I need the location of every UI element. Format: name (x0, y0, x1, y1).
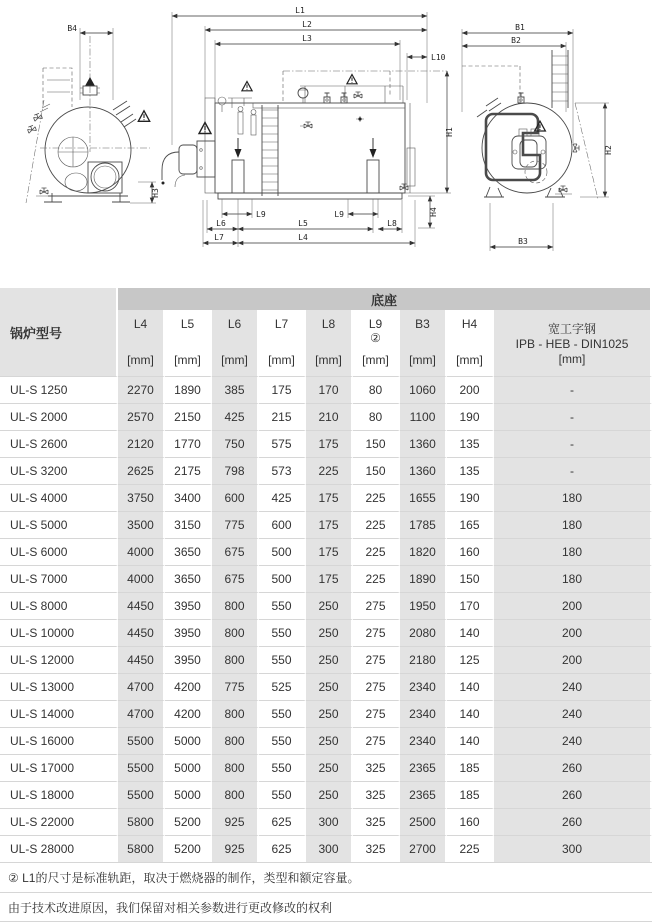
value-cell: 250 (306, 592, 353, 619)
table-row (0, 565, 652, 592)
value-cell: 3950 (165, 619, 212, 646)
value-cell: 175 (306, 430, 353, 457)
dim-label-l2: L2 (302, 20, 312, 29)
dim-label-h2: H2 (604, 145, 613, 155)
value-cell: 5500 (118, 727, 165, 754)
value-cell: 240 (494, 673, 652, 700)
value-cell: 140 (447, 727, 494, 754)
value-cell: 525 (259, 673, 306, 700)
value-cell: 675 (212, 565, 259, 592)
value-cell: 160 (447, 808, 494, 835)
boiler-three-views (0, 0, 652, 284)
value-cell: 500 (259, 538, 306, 565)
table-row (0, 835, 652, 862)
column-label: L9 (368, 317, 383, 331)
value-cell: 175 (306, 511, 353, 538)
value-cell: 325 (353, 754, 400, 781)
table-row (0, 673, 652, 700)
value-cell: 175 (306, 565, 353, 592)
footnote: 由于技术改进原因，我们保留对相关参数进行更改修改的权利 (0, 892, 652, 922)
table-row (0, 700, 652, 727)
value-cell: 275 (353, 646, 400, 673)
dim-label-b1: B1 (515, 23, 525, 32)
dim-label-h3: H3 (151, 188, 160, 198)
value-cell: 550 (259, 754, 306, 781)
value-cell: - (494, 457, 652, 484)
value-cell: 175 (306, 484, 353, 511)
value-cell: 2175 (165, 457, 212, 484)
value-cell: 550 (259, 700, 306, 727)
value-cell: 800 (212, 619, 259, 646)
value-cell: 4450 (118, 619, 165, 646)
dim-label-l7: L7 (214, 233, 224, 242)
dim-label-l9-left: L9 (256, 210, 266, 219)
value-cell: 1950 (400, 592, 447, 619)
dim-label-l10: L10 (431, 53, 446, 62)
value-cell: 550 (259, 619, 306, 646)
value-cell: 250 (306, 754, 353, 781)
value-cell: 575 (259, 430, 306, 457)
model-cell: UL-S 4000 (0, 484, 118, 511)
value-cell: 2340 (400, 700, 447, 727)
value-cell: 165 (447, 511, 494, 538)
technical-drawing (0, 0, 652, 284)
column-unit: [mm] (174, 353, 201, 367)
value-cell: 1890 (400, 565, 447, 592)
column-unit: [mm] (362, 353, 389, 367)
value-cell: 2120 (118, 430, 165, 457)
value-cell: 3500 (118, 511, 165, 538)
dim-label-l5: L5 (298, 219, 308, 228)
model-cell: UL-S 18000 (0, 781, 118, 808)
left-view (26, 24, 160, 203)
value-cell: 225 (353, 565, 400, 592)
column-note: ② (370, 331, 381, 345)
model-cell: UL-S 14000 (0, 700, 118, 727)
value-cell: 140 (447, 700, 494, 727)
value-cell: 550 (259, 592, 306, 619)
value-cell: 4700 (118, 700, 165, 727)
value-cell: 625 (259, 835, 306, 862)
value-cell: 5000 (165, 727, 212, 754)
value-cell: 325 (353, 781, 400, 808)
value-cell: 800 (212, 754, 259, 781)
value-cell: 170 (306, 376, 353, 403)
table-row (0, 511, 652, 538)
value-cell: 2365 (400, 781, 447, 808)
column-label: 宽工字钢 (548, 322, 597, 336)
model-cell: UL-S 3200 (0, 457, 118, 484)
value-cell: 275 (353, 619, 400, 646)
value-cell: 200 (494, 619, 652, 646)
value-cell: 185 (447, 781, 494, 808)
value-cell: 2340 (400, 673, 447, 700)
dim-label-b3: B3 (518, 237, 528, 246)
value-cell: 500 (259, 565, 306, 592)
value-cell: 800 (212, 781, 259, 808)
value-cell: 225 (353, 484, 400, 511)
value-cell: 240 (494, 700, 652, 727)
table-row (0, 538, 652, 565)
value-cell: 5200 (165, 808, 212, 835)
value-cell: 4700 (118, 673, 165, 700)
value-cell: 2180 (400, 646, 447, 673)
value-cell: 200 (494, 592, 652, 619)
dim-label-l9-right: L9 (334, 210, 344, 219)
value-cell: 1820 (400, 538, 447, 565)
value-cell: 180 (494, 511, 652, 538)
model-cell: UL-S 16000 (0, 727, 118, 754)
table-row (0, 484, 652, 511)
column-sublabel: IPB - HEB - DIN1025 (515, 337, 629, 351)
value-cell: - (494, 430, 652, 457)
value-cell: 5500 (118, 781, 165, 808)
value-cell: 260 (494, 808, 652, 835)
value-cell: 5000 (165, 781, 212, 808)
table-row (0, 781, 652, 808)
value-cell: 2340 (400, 727, 447, 754)
value-cell: 140 (447, 673, 494, 700)
column-header (306, 310, 353, 376)
column-label: L6 (227, 317, 242, 331)
value-cell: 1060 (400, 376, 447, 403)
value-cell: 4450 (118, 592, 165, 619)
value-cell: 1655 (400, 484, 447, 511)
value-cell: 5500 (118, 754, 165, 781)
value-cell: 300 (306, 808, 353, 835)
value-cell: 80 (353, 376, 400, 403)
column-header (118, 310, 165, 376)
footnotes (0, 862, 652, 922)
value-cell: 275 (353, 700, 400, 727)
value-cell: 180 (494, 484, 652, 511)
value-cell: 125 (447, 646, 494, 673)
value-cell: 800 (212, 700, 259, 727)
value-cell: 180 (494, 565, 652, 592)
dimension-table (0, 288, 652, 862)
value-cell: 2270 (118, 376, 165, 403)
value-cell: 200 (447, 376, 494, 403)
value-cell: 275 (353, 727, 400, 754)
value-cell: 150 (353, 430, 400, 457)
value-cell: 3400 (165, 484, 212, 511)
value-cell: 250 (306, 700, 353, 727)
value-cell: 1100 (400, 403, 447, 430)
value-cell: 260 (494, 754, 652, 781)
value-cell: 135 (447, 457, 494, 484)
value-cell: 625 (259, 808, 306, 835)
value-cell: 550 (259, 727, 306, 754)
table-row (0, 430, 652, 457)
value-cell: 1770 (165, 430, 212, 457)
table-corner-header: 锅炉型号 (0, 288, 118, 376)
value-cell: 800 (212, 592, 259, 619)
column-label: L8 (321, 317, 336, 331)
value-cell: 550 (259, 781, 306, 808)
dim-label-b2: B2 (511, 36, 521, 45)
value-cell: 80 (353, 403, 400, 430)
value-cell: 2365 (400, 754, 447, 781)
value-cell: 600 (259, 511, 306, 538)
value-cell: 2700 (400, 835, 447, 862)
value-cell: 5800 (118, 835, 165, 862)
value-cell: 215 (259, 403, 306, 430)
column-header (400, 310, 447, 376)
value-cell: 3950 (165, 646, 212, 673)
value-cell: 775 (212, 673, 259, 700)
value-cell: 250 (306, 646, 353, 673)
value-cell: 925 (212, 808, 259, 835)
column-header (165, 310, 212, 376)
value-cell: 550 (259, 646, 306, 673)
table-row (0, 457, 652, 484)
value-cell: 3750 (118, 484, 165, 511)
footnote: ② L1的尺寸是标准轨距，取决于燃烧器的制作，类型和额定容量。 (0, 862, 652, 892)
column-unit: [mm] (409, 353, 436, 367)
table-row (0, 808, 652, 835)
value-cell: 5000 (165, 754, 212, 781)
table-row (0, 727, 652, 754)
value-cell: 175 (259, 376, 306, 403)
column-unit: [mm] (127, 353, 154, 367)
table-row (0, 619, 652, 646)
table-row (0, 592, 652, 619)
dim-label-h4: H4 (429, 207, 438, 217)
value-cell: 150 (447, 565, 494, 592)
value-cell: 160 (447, 538, 494, 565)
table-group-header: 底座 (118, 288, 652, 310)
value-cell: 750 (212, 430, 259, 457)
value-cell: 150 (353, 457, 400, 484)
value-cell: 1785 (400, 511, 447, 538)
value-cell: - (494, 376, 652, 403)
value-cell: 425 (259, 484, 306, 511)
value-cell: 2080 (400, 619, 447, 646)
value-cell: 225 (447, 835, 494, 862)
table-row (0, 403, 652, 430)
value-cell: 190 (447, 403, 494, 430)
model-cell: UL-S 10000 (0, 619, 118, 646)
model-cell: UL-S 13000 (0, 673, 118, 700)
model-cell: UL-S 2000 (0, 403, 118, 430)
value-cell: 798 (212, 457, 259, 484)
table-row (0, 754, 652, 781)
value-cell: 5800 (118, 808, 165, 835)
value-cell: 2570 (118, 403, 165, 430)
value-cell: 600 (212, 484, 259, 511)
value-cell: 135 (447, 430, 494, 457)
column-header (212, 310, 259, 376)
value-cell: 170 (447, 592, 494, 619)
value-cell: 175 (306, 538, 353, 565)
column-header (259, 310, 306, 376)
model-cell: UL-S 12000 (0, 646, 118, 673)
value-cell: 4200 (165, 673, 212, 700)
value-cell: 3650 (165, 538, 212, 565)
side-view (162, 6, 455, 247)
value-cell: 3950 (165, 592, 212, 619)
column-label: H4 (461, 317, 478, 331)
value-cell: 225 (353, 511, 400, 538)
dim-label-l6: L6 (216, 219, 226, 228)
value-cell: 325 (353, 808, 400, 835)
dim-label-l4: L4 (298, 233, 308, 242)
column-header (494, 310, 652, 376)
value-cell: 185 (447, 754, 494, 781)
value-cell: 800 (212, 727, 259, 754)
column-unit: [mm] (558, 352, 586, 366)
model-cell: UL-S 8000 (0, 592, 118, 619)
value-cell: 925 (212, 835, 259, 862)
value-cell: 2500 (400, 808, 447, 835)
value-cell: 250 (306, 673, 353, 700)
value-cell: 4200 (165, 700, 212, 727)
column-unit: [mm] (268, 353, 295, 367)
value-cell: 3150 (165, 511, 212, 538)
value-cell: 3650 (165, 565, 212, 592)
model-cell: UL-S 1250 (0, 376, 118, 403)
value-cell: 1360 (400, 430, 447, 457)
dim-label-h1: H1 (445, 127, 454, 137)
dim-label-l8: L8 (387, 219, 397, 228)
value-cell: - (494, 403, 652, 430)
value-cell: 4000 (118, 565, 165, 592)
value-cell: 4450 (118, 646, 165, 673)
value-cell: 250 (306, 619, 353, 646)
value-cell: 250 (306, 727, 353, 754)
value-cell: 573 (259, 457, 306, 484)
value-cell: 225 (353, 538, 400, 565)
column-unit: [mm] (315, 353, 342, 367)
value-cell: 300 (494, 835, 652, 862)
column-label: B3 (415, 317, 430, 331)
value-cell: 775 (212, 511, 259, 538)
right-view (462, 23, 613, 251)
model-cell: UL-S 28000 (0, 835, 118, 862)
value-cell: 180 (494, 538, 652, 565)
value-cell: 1890 (165, 376, 212, 403)
value-cell: 140 (447, 619, 494, 646)
value-cell: 675 (212, 538, 259, 565)
column-header (447, 310, 494, 376)
table-row (0, 376, 652, 403)
column-unit: [mm] (456, 353, 483, 367)
value-cell: 240 (494, 727, 652, 754)
model-cell: UL-S 17000 (0, 754, 118, 781)
value-cell: 2625 (118, 457, 165, 484)
model-cell: UL-S 5000 (0, 511, 118, 538)
value-cell: 225 (306, 457, 353, 484)
value-cell: 200 (494, 646, 652, 673)
dim-label-b4: B4 (67, 24, 77, 33)
model-cell: UL-S 22000 (0, 808, 118, 835)
value-cell: 275 (353, 592, 400, 619)
value-cell: 4000 (118, 538, 165, 565)
value-cell: 260 (494, 781, 652, 808)
value-cell: 1360 (400, 457, 447, 484)
model-cell: UL-S 2600 (0, 430, 118, 457)
table-row (0, 646, 652, 673)
value-cell: 2150 (165, 403, 212, 430)
value-cell: 300 (306, 835, 353, 862)
column-header (353, 310, 400, 376)
value-cell: 210 (306, 403, 353, 430)
model-cell: UL-S 6000 (0, 538, 118, 565)
dim-label-l3: L3 (302, 34, 312, 43)
value-cell: 325 (353, 835, 400, 862)
dim-label-l1: L1 (295, 6, 305, 15)
value-cell: 800 (212, 646, 259, 673)
value-cell: 250 (306, 781, 353, 808)
value-cell: 385 (212, 376, 259, 403)
column-unit: [mm] (221, 353, 248, 367)
value-cell: 190 (447, 484, 494, 511)
column-label: L7 (274, 317, 289, 331)
column-label: L5 (180, 317, 195, 331)
model-cell: UL-S 7000 (0, 565, 118, 592)
value-cell: 425 (212, 403, 259, 430)
column-label: L4 (133, 317, 148, 331)
value-cell: 5200 (165, 835, 212, 862)
value-cell: 275 (353, 673, 400, 700)
